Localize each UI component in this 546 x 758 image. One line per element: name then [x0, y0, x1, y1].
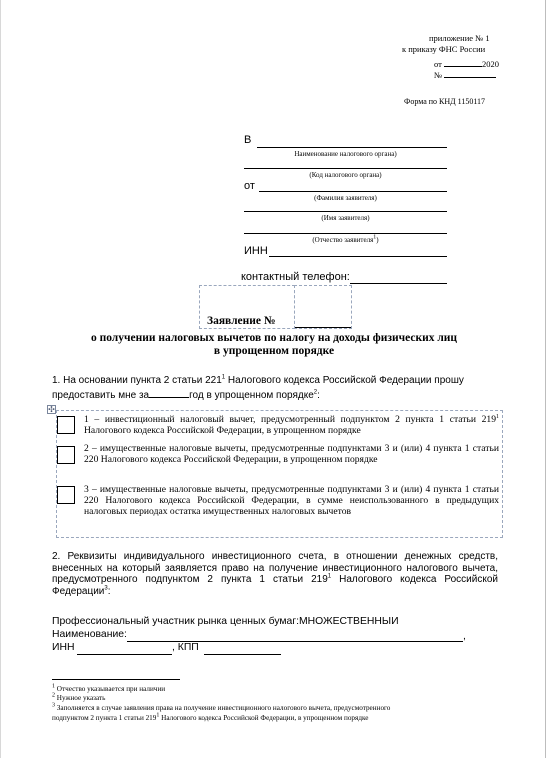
application-subtitle-line1: о получении налоговых вычетов по налогу на доходы физических лиц — [90, 332, 458, 344]
inn-label: ИНН — [244, 245, 268, 257]
to-prefix: В — [244, 134, 252, 146]
year-blank — [149, 387, 189, 398]
participant-inn-line — [77, 654, 172, 655]
date-year: 2020 — [481, 59, 499, 69]
application-title: Заявление № — [207, 315, 276, 327]
order-number-line — [434, 67, 496, 80]
footnote-separator — [52, 679, 180, 680]
form-code: Форма по КНД 1150117 — [404, 97, 486, 106]
appendix-line: приложение № 1 — [429, 33, 490, 43]
table-move-handle-icon[interactable]: ✣ — [48, 405, 55, 414]
footnote-3-cont-ref: 1 — [156, 712, 160, 719]
section2-text — [52, 551, 498, 597]
patronymic-footnote-ref: 1 — [373, 234, 377, 241]
participant-inn-label: ИНН — [52, 642, 75, 653]
footnote-2-text: Нужное указать — [55, 694, 106, 702]
date-blank — [444, 56, 482, 67]
section1-footnote-ref-a: 1 — [221, 374, 226, 381]
section1-text-d: год в упрощенном порядке — [189, 389, 314, 401]
section2-footnote-ref-b: 3 — [104, 585, 108, 592]
participant-kpp-line — [204, 654, 281, 655]
tax-authority-code-caption: (Код налогового органа) — [309, 171, 382, 179]
patronymic-caption-close: ) — [376, 236, 379, 244]
footnote-3-cont-tail: Налогового кодекса Российской Федерации, в упрощенном порядке — [159, 714, 369, 722]
option3-checkbox[interactable] — [57, 486, 75, 504]
section1-footnote-ref-d: 2 — [313, 389, 318, 396]
order-line: к приказу ФНС России — [402, 44, 486, 54]
section1-text — [52, 375, 498, 401]
participant-name-comma: , — [463, 631, 466, 642]
participant-value: МНОЖЕСТВЕННЫИ — [299, 616, 399, 627]
participant-label: Профессиональный участник рынка ценных бумаг: — [52, 616, 300, 627]
option2-text-a: 2 – имущественные налоговые вычеты, предусмотренные подпунктами 3 и (или) 4 пункта 1 статьи 220 Налогового кодекса Российской Федерации, в упрощенном порядке — [84, 443, 499, 466]
application-subtitle-line2: в упрощенном порядке — [213, 345, 335, 357]
section2-text-a: 2. Реквизиты индивидуального инвестиционного счета, в отношении денежных средств, внесенных на который заявляется право на получение инвестиционного налогового вычета, предусмотренного подпунктом 2 пункта 1 статьи 219 — [52, 551, 498, 585]
tax-authority-code-line — [244, 168, 447, 169]
name-caption: (Имя заявителя) — [321, 214, 370, 222]
option3-text-a: 3 – имущественные налоговые вычеты, предусмотренные подпунктами 3 и (или) 4 пункта 1 статьи 220 Налогового кодекса Российской Федерации, в сумме неиспользованного в предыдущих налоговых периодах остатка имущественных налоговых вычетов — [84, 484, 499, 518]
option2-checkbox[interactable] — [57, 446, 75, 464]
tax-authority-name-caption: Наименование налогового органа) — [294, 150, 397, 158]
section1-text-b: Налогового кодекса Российской Федерации прошу — [225, 375, 464, 386]
footnote-1 — [52, 685, 165, 694]
option1-text-a: 1 – инвестиционный налоговый вычет, предусмотренный подпунктом 2 пункта 1 статьи 219 — [84, 414, 496, 425]
option2-text — [84, 443, 499, 465]
section1-text-e: : — [317, 389, 320, 401]
footnote-3-text: Заполняется в случае заявления права на получение инвестиционного налогового вычета, предусмотренного — [55, 704, 391, 712]
option1-text-b: Налогового кодекса Российской Федерации, в упрощенном порядке — [84, 425, 361, 437]
patronymic-caption-text: (Отчество заявителя — [312, 236, 374, 244]
inn-line — [269, 256, 447, 257]
footnote-2 — [52, 694, 105, 703]
participant-name-label: Наименование: — [52, 629, 127, 640]
title-table-cell-right — [294, 285, 352, 329]
footnote-3-num: 3 — [52, 702, 55, 709]
tax-authority-name-line — [257, 147, 447, 148]
phone-line — [350, 283, 447, 284]
footnote-1-text: Отчество указывается при наличии — [55, 685, 166, 693]
participant-kpp-label: , КПП — [172, 642, 199, 653]
section1-text-a: 1. На основании пункта 2 статьи 221 — [52, 375, 222, 386]
number-blank — [444, 67, 496, 78]
footnote-1-num: 1 — [52, 683, 55, 690]
name-line — [244, 211, 447, 212]
application-number-line — [295, 327, 351, 328]
footnote-2-num: 2 — [52, 692, 55, 699]
phone-label: контактный телефон: — [241, 271, 350, 283]
surname-caption: (Фамилия заявителя) — [314, 194, 377, 202]
number-prefix: № — [434, 70, 443, 80]
option1-checkbox[interactable] — [57, 416, 75, 434]
section2-text-b: Налогового кодекса Российской Федерации — [52, 574, 498, 597]
option1-text — [84, 414, 499, 436]
footnote-3 — [52, 704, 390, 713]
footnote-3-cont-text: подпунктом 2 пункта 1 статьи 219 — [52, 714, 157, 722]
from-prefix: от — [244, 180, 255, 192]
date-prefix: от — [434, 59, 442, 69]
section1-text-c: предоставить мне за — [52, 389, 150, 401]
footnote-3-continued — [52, 714, 369, 723]
option1-footnote-ref: 1 — [496, 413, 499, 420]
patronymic-line — [244, 233, 447, 234]
section2-text-c: : — [107, 585, 111, 597]
surname-line — [259, 191, 447, 192]
participant-row — [52, 616, 399, 627]
section2-footnote-ref-a: 1 — [327, 573, 332, 580]
patronymic-caption — [244, 236, 447, 244]
option3-text — [84, 484, 499, 518]
